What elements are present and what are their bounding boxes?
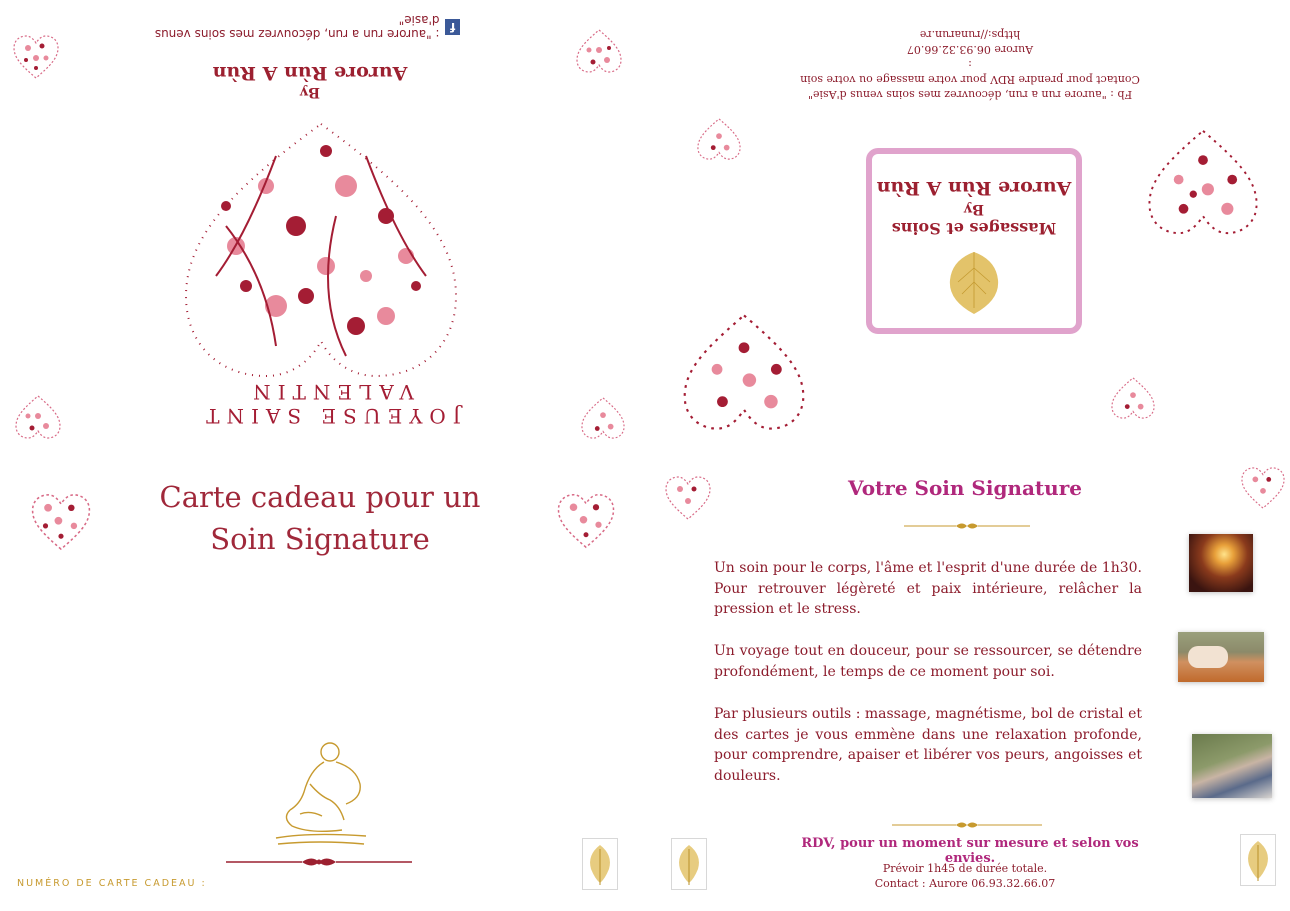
- contact-flip-line: Contact pour prendre RDV pour votre massage ou votre soin :: [800, 58, 1140, 86]
- floral-heart-medium: [1142, 126, 1264, 238]
- logo-title: Massages et Soins: [891, 219, 1057, 238]
- brand-by: By: [300, 84, 320, 100]
- mini-heart-ornament: [664, 474, 712, 522]
- mini-heart-ornament: [14, 394, 62, 440]
- bodhi-leaf-logo: [946, 242, 1002, 318]
- gold-divider: [892, 815, 1042, 834]
- mini-heart-ornament: [580, 396, 626, 440]
- gold-divider: [904, 516, 1030, 535]
- duration-text: Prévoir 1h45 de durée totale.: [882, 862, 1048, 875]
- valentine-greeting: JOYEUSE SAINT VALENTIN: [199, 380, 461, 428]
- gift-card-title: [110, 476, 530, 560]
- contact-info-flipped: [800, 28, 1140, 102]
- logo-name: Aurore Rùn A Rùn: [876, 177, 1072, 199]
- mini-heart-ornament: [696, 116, 742, 162]
- mini-heart-ornament: [1110, 376, 1156, 420]
- facebook-icon: f: [445, 19, 460, 35]
- gift-card-title-line1: Carte cadeau pour un: [159, 480, 481, 514]
- section-title: Votre Soin Signature: [848, 476, 1082, 500]
- contact-flip-line: https://runarun.re: [919, 28, 1021, 41]
- logo-by: By: [964, 201, 984, 217]
- facebook-line: [140, 13, 460, 41]
- floral-heart-illustration: [176, 112, 466, 386]
- gift-card-number-label: NUMÉRO DE CARTE CADEAU :: [17, 878, 207, 889]
- mini-heart-ornament: [556, 492, 616, 550]
- brand-logo-box: [866, 148, 1082, 334]
- floral-heart-medium: [676, 310, 812, 434]
- brand-signature: [210, 42, 410, 100]
- booking-info: [800, 861, 1130, 891]
- bodhi-leaf-card: [1240, 834, 1276, 886]
- appointment-callout: RDV, pour un moment sur mesure et selon vos envies.: [801, 836, 1139, 866]
- gift-card-title-line2: Soin Signature: [210, 522, 430, 556]
- contact-flip-line: Fb : "aurore run a run, découvrez mes soins venus d'Asie": [807, 88, 1133, 101]
- description-paragraph-3: Par plusieurs outils : massage, magnétisme, bol de cristal et des cartes je vous emmène dans une relaxation profonde, pour comprendre, apaiser et libérer vos peurs, angoisses et douleurs.: [714, 706, 1142, 784]
- back-massage-photo: [1178, 632, 1264, 682]
- mini-heart-ornament: [12, 34, 60, 80]
- massage-line-drawing: [270, 740, 370, 852]
- brand-name: Aurore Rùn A Rùn: [212, 62, 408, 84]
- mini-heart-ornament: [1240, 466, 1286, 510]
- description-paragraph-1: Un soin pour le corps, l'âme et l'esprit d'une durée de 1h30. Pour retrouver légèreté et paix intérieure, relâcher la pression et le stress.: [714, 560, 1142, 617]
- bodhi-leaf-card: [582, 838, 618, 890]
- mini-heart-ornament: [30, 492, 92, 552]
- energy-hands-photo: [1189, 534, 1253, 592]
- bodhi-leaf-card: [671, 838, 707, 890]
- foot-massage-photo: [1192, 734, 1272, 798]
- description-paragraph-2: Un voyage tout en douceur, pour se ressourcer, se détendre profondément, le temps de ce moment pour soi.: [714, 643, 1142, 680]
- ornamental-divider: [226, 854, 412, 873]
- mini-heart-ornament: [575, 28, 623, 74]
- contact-flip-line: Aurore 06.93.32.66.07: [906, 43, 1034, 56]
- contact-text: Contact : Aurore 06.93.32.66.07: [874, 877, 1056, 890]
- facebook-text: : "aurore run a run, découvrez mes soins venus d'asie": [154, 13, 440, 41]
